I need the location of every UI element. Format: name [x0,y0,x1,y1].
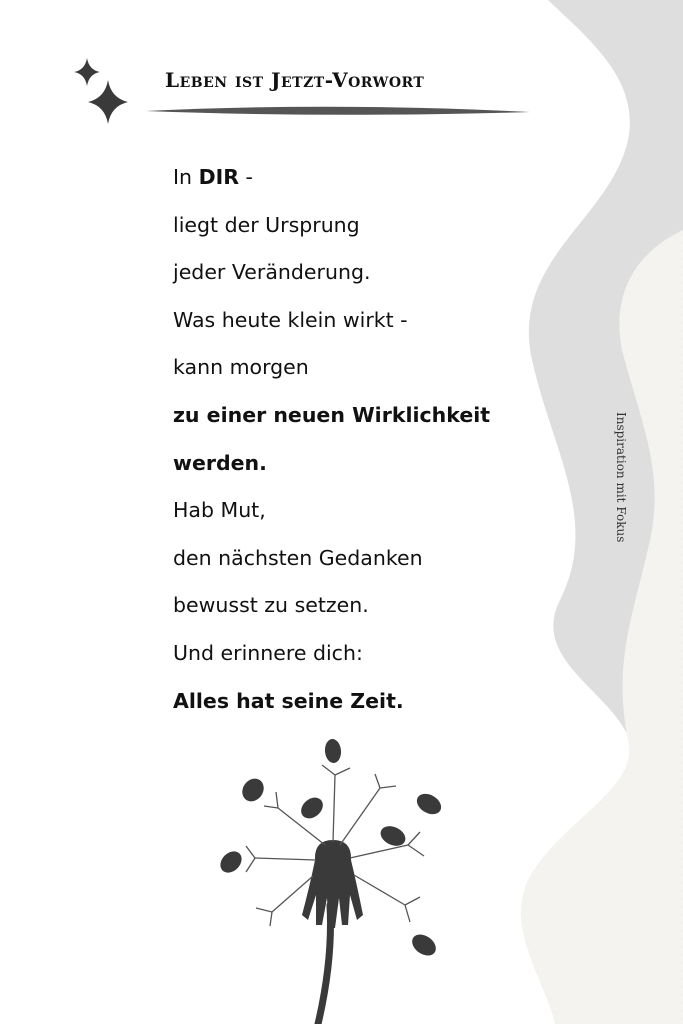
poem-line-bold: Alles hat seine Zeit. [173,688,404,713]
side-caption: Inspiration mit Fokus [614,412,628,543]
poem-line: Was heute klein wirkt - [173,307,408,332]
title-underline [146,107,530,115]
poem-text [173,154,543,725]
poem-line: bewusst zu setzen. [173,593,369,618]
poem-line: liegt der Ursprung [173,212,360,237]
poem-line: kann morgen [173,355,309,380]
poem-line-bold: zu einer neuen Wirklichkeit [173,402,491,427]
poem-line: jeder Veränderung. [173,260,371,285]
poem-line: Und erinnere dich: [173,640,363,665]
poem-line-bold: werden. [173,450,267,475]
poem-line: den nächsten Gedanken [173,545,423,570]
sparkle-icon [74,58,128,124]
poem-line: In DIR - [173,165,253,189]
page-title: Leben ist Jetzt-Vorwort [165,68,425,92]
dandelion-illustration [216,738,445,1024]
poem-line: Hab Mut, [173,498,266,523]
